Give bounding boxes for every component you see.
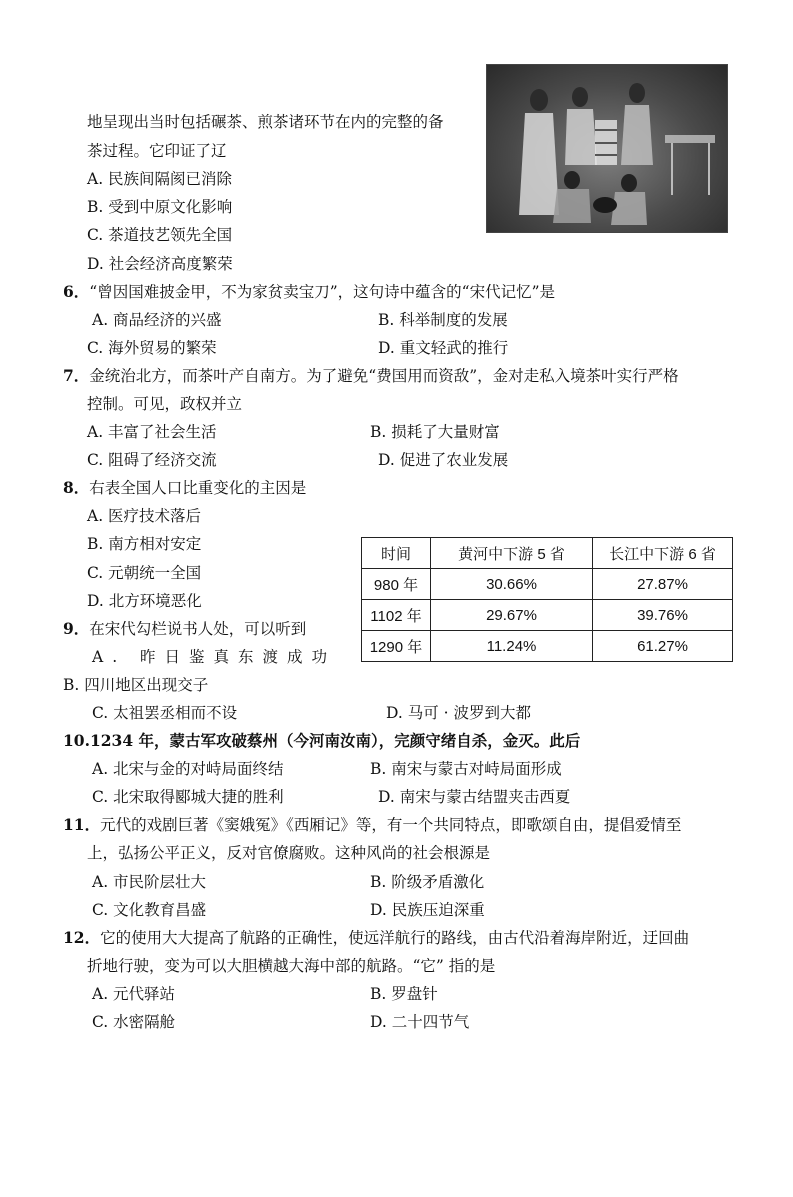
q10-number: 10. bbox=[63, 731, 90, 750]
q10-stem bbox=[63, 731, 580, 751]
q12-option-c[interactable]: C. 水密隔舱 bbox=[92, 1013, 176, 1031]
table-row bbox=[362, 631, 733, 662]
q12-stem-line-2: 折地行驶，变为可以大胆横越大海中部的航路。“它” 指的是 bbox=[87, 957, 496, 975]
q7-option-c[interactable]: C. 阻碍了经济交流 bbox=[87, 451, 217, 469]
q12-number: 12． bbox=[63, 928, 101, 947]
q6-stem-text: “曾因国难披金甲，不为家贫卖宝刀”，这句诗中蕴含的“宋代记忆”是 bbox=[89, 283, 555, 301]
q5-option-c[interactable]: C. 茶道技艺领先全国 bbox=[87, 226, 233, 244]
q10-option-d[interactable]: D. 南宋与蒙古结盟夹击西夏 bbox=[378, 788, 571, 806]
q11-option-a[interactable]: A. 市民阶层壮大 bbox=[92, 873, 207, 891]
q8-number: 8． bbox=[63, 478, 90, 497]
q9-option-b[interactable]: B. 四川地区出现交子 bbox=[63, 676, 209, 694]
q7-number: 7． bbox=[63, 366, 90, 385]
q11-option-c[interactable]: C. 文化教育昌盛 bbox=[92, 901, 207, 919]
q9-option-d[interactable]: D. 马可 · 波罗到大都 bbox=[386, 704, 532, 722]
q7-stem-line-2: 控制。可见，政权并立 bbox=[87, 395, 243, 413]
table-cell: 1102 年 bbox=[362, 600, 431, 631]
q11-option-b[interactable]: B. 阶级矛盾激化 bbox=[370, 873, 485, 891]
q5-stem-line-2: 茶过程。它印证了辽 bbox=[87, 142, 227, 160]
q6-stem bbox=[63, 282, 555, 302]
q12-stem-text: 它的使用大大提高了航路的正确性，使远洋航行的路线，由古代沿着海岸附近，迂回曲 bbox=[100, 929, 690, 947]
q7-stem-line-1 bbox=[63, 366, 679, 386]
table-cell: 1290 年 bbox=[362, 631, 431, 662]
table-cell: 30.66% bbox=[431, 569, 593, 600]
q10-option-c[interactable]: C. 北宋取得郾城大捷的胜利 bbox=[92, 788, 284, 806]
q9-number: 9． bbox=[63, 619, 90, 638]
table-header-row bbox=[362, 538, 733, 569]
q6-option-d[interactable]: D. 重文轻武的推行 bbox=[378, 339, 509, 357]
q5-option-a[interactable]: A. 民族间隔阂已消除 bbox=[87, 170, 233, 188]
table-cell: 29.67% bbox=[431, 600, 593, 631]
q11-number: 11． bbox=[63, 815, 101, 834]
table-row bbox=[362, 600, 733, 631]
q7-stem-text: 金统治北方，而茶叶产自南方。为了避免“费国用而资敌”，金对走私入境茶叶实行严格 bbox=[89, 367, 679, 385]
q12-stem-line-1 bbox=[63, 928, 689, 948]
q8-stem bbox=[63, 478, 306, 498]
q11-stem-text: 元代的戏剧巨著《窦娥冤》《西厢记》等，有一个共同特点，即歌颂自由，提倡爱情至 bbox=[100, 816, 682, 834]
q5-stem-line-1: 地呈现出当时包括碾茶、煎茶诸环节在内的完整的备 bbox=[87, 113, 444, 131]
q11-option-d[interactable]: D. 民族压迫深重 bbox=[370, 901, 485, 919]
q8-option-c[interactable]: C. 元朝统一全国 bbox=[87, 564, 202, 582]
q12-option-b[interactable]: B. 罗盘针 bbox=[370, 985, 438, 1003]
table-cell: 11.24% bbox=[431, 631, 593, 662]
q12-option-d[interactable]: D. 二十四节气 bbox=[370, 1013, 470, 1031]
q8-stem-text: 右表全国人口比重变化的主因是 bbox=[89, 479, 307, 497]
q6-option-b[interactable]: B. 科举制度的发展 bbox=[378, 311, 508, 329]
q11-stem-line-1 bbox=[63, 815, 681, 835]
table-cell: 980 年 bbox=[362, 569, 431, 600]
q9-stem-text: 在宋代勾栏说书人处，可以听到 bbox=[89, 620, 307, 638]
population-table bbox=[361, 537, 733, 662]
q6-number: 6． bbox=[63, 282, 90, 301]
q5-option-d[interactable]: D. 社会经济高度繁荣 bbox=[87, 255, 233, 273]
q11-stem-line-2: 上，弘扬公平正义，反对官僚腐败。这种风尚的社会根源是 bbox=[87, 844, 491, 862]
table-cell: 27.87% bbox=[593, 569, 733, 600]
q10-stem-text: 1234 年，蒙古军攻破蔡州（今河南汝南），完颜守绪自杀，金灭。此后 bbox=[89, 731, 581, 750]
table-cell: 61.27% bbox=[593, 631, 733, 662]
q8-option-d[interactable]: D. 北方环境恶化 bbox=[87, 592, 202, 610]
q8-option-b[interactable]: B. 南方相对安定 bbox=[87, 535, 202, 553]
q8-option-a[interactable]: A. 医疗技术落后 bbox=[87, 507, 202, 525]
table-header-cell: 长江中下游 6 省 bbox=[593, 538, 733, 569]
q9-option-c[interactable]: C. 太祖罢丞相而不设 bbox=[92, 704, 238, 722]
table-cell: 39.76% bbox=[593, 600, 733, 631]
q9-stem bbox=[63, 619, 306, 639]
q5-option-b[interactable]: B. 受到中原文化影响 bbox=[87, 198, 233, 216]
q7-option-b[interactable]: B. 损耗了大量财富 bbox=[370, 423, 500, 441]
tea-mural-photo bbox=[486, 64, 728, 233]
tea-mural-figures bbox=[487, 65, 727, 232]
q9-option-a[interactable]: A. 昨日鉴真东渡成功 bbox=[92, 648, 337, 666]
q6-option-a[interactable]: A. 商品经济的兴盛 bbox=[92, 311, 222, 329]
q10-option-b[interactable]: B. 南宋与蒙古对峙局面形成 bbox=[370, 760, 562, 778]
q6-option-c[interactable]: C. 海外贸易的繁荣 bbox=[87, 339, 217, 357]
table-header-cell: 黄河中下游 5 省 bbox=[431, 538, 593, 569]
table-row bbox=[362, 569, 733, 600]
q12-option-a[interactable]: A. 元代驿站 bbox=[92, 985, 176, 1003]
table-header-cell: 时间 bbox=[362, 538, 431, 569]
q7-option-a[interactable]: A. 丰富了社会生活 bbox=[87, 423, 217, 441]
q7-option-d[interactable]: D. 促进了农业发展 bbox=[378, 451, 509, 469]
q10-option-a[interactable]: A. 北宋与金的对峙局面终结 bbox=[92, 760, 284, 778]
